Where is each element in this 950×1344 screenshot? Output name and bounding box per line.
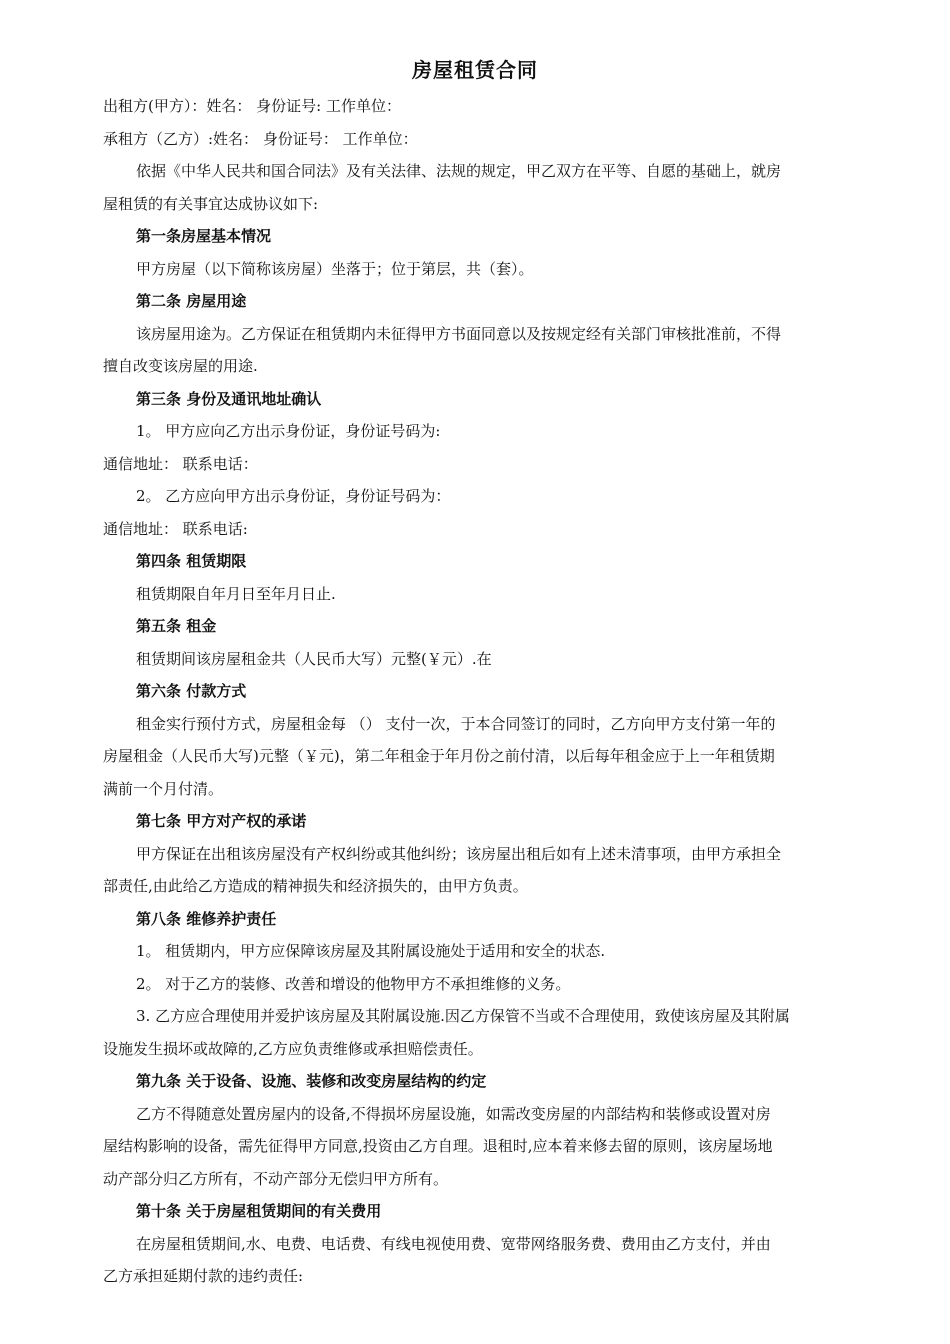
- body-line: 租赁期限自年月日至年月日止.: [136, 584, 336, 603]
- section-heading: 第八条 维修养护责任: [136, 909, 277, 928]
- document-title: 房屋租赁合同: [412, 58, 538, 82]
- body-line: 承租方（乙方）:姓名： 身份证号： 工作单位：: [103, 129, 418, 148]
- body-line: 在房屋租赁期间,水、电费、电话费、有线电视使用费、宽带网络服务费、费用由乙方支付，并由: [136, 1234, 771, 1253]
- body-line: 满前一个月付清。: [103, 779, 224, 798]
- document-body: [103, 90, 859, 1293]
- body-line: 租赁期间该房屋租金共（人民币大写）元整(￥元）.在: [136, 649, 492, 668]
- body-line: 依据《中华人民共和国合同法》及有关法律、法规的规定，甲乙双方在平等、自愿的基础上，就房: [136, 162, 782, 180]
- body-line: 甲方保证在出租该房屋没有产权纠纷或其他纠纷；该房屋出租后如有上述未清事项，由甲方承担全: [136, 844, 782, 863]
- section-heading: 第三条 身份及通讯地址确认: [136, 389, 322, 408]
- body-line: 乙方承担延期付款的违约责任:: [103, 1267, 304, 1285]
- body-line: 部责任,由此给乙方造成的精神损失和经济损失的，由甲方负责。: [103, 877, 528, 895]
- body-line: 房屋租金（人民币大写)元整（￥元)，第二年租金于年月份之前付清，以后每年租金应于上一年租赁期: [103, 747, 775, 765]
- body-line: 设施发生损坏或故障的,乙方应负责维修或承担赔偿责任。: [103, 1039, 483, 1058]
- body-line: 甲方房屋（以下简称该房屋）坐落于；位于第层，共（套）。: [136, 259, 534, 278]
- section-heading: 第四条 租赁期限: [136, 552, 247, 570]
- body-line: 1。 租赁期内，甲方应保障该房屋及其附属设施处于适用和安全的状态.: [136, 942, 606, 960]
- section-heading: 第一条房屋基本情况: [136, 227, 272, 245]
- body-line: 动产部分归乙方所有，不动产部分无偿归甲方所有。: [103, 1169, 449, 1188]
- body-line: 3. 乙方应合理使用并爱护该房屋及其附属设施.因乙方保管不当或不合理使用，致使该房屋及其附属: [136, 1007, 790, 1025]
- section-heading: 第十条 关于房屋租赁期间的有关费用: [136, 1202, 382, 1220]
- body-line: 租金实行预付方式，房屋租金每 （） 支付一次，于本合同签订的同时，乙方向甲方支付第一年的: [136, 714, 776, 733]
- section-heading: 第七条 甲方对产权的承诺: [136, 812, 307, 830]
- section-heading: 第二条 房屋用途: [136, 292, 247, 310]
- body-line: 2。 对于乙方的装修、改善和增设的他物甲方不承担维修的义务。: [136, 974, 571, 993]
- body-line: 通信地址： 联系电话:: [103, 519, 248, 538]
- body-line: 2。 乙方应向甲方出示身份证，身份证号码为：: [136, 487, 451, 505]
- section-heading: 第九条 关于设备、设施、装修和改变房屋结构的约定: [136, 1072, 487, 1090]
- section-heading: 第五条 租金: [136, 617, 217, 635]
- body-line: 屋结构影响的设备，需先征得甲方同意,投资由乙方自理。退租时,应本着来修去留的原则，该房屋场地: [103, 1137, 773, 1155]
- body-line: 1。 甲方应向乙方出示身份证，身份证号码为:: [136, 422, 441, 440]
- body-line: 出租方(甲方）：姓名： 身份证号: 工作单位：: [103, 97, 401, 115]
- body-line: 通信地址： 联系电话：: [103, 454, 258, 473]
- body-line: 乙方不得随意处置房屋内的设备,不得损坏房屋设施，如需改变房屋的内部结构和装修或设置对房: [136, 1104, 771, 1123]
- body-line: 屋租赁的有关事宜达成协议如下:: [103, 194, 319, 213]
- section-heading: 第六条 付款方式: [136, 682, 247, 700]
- body-line: 擅自改变该房屋的用途.: [103, 357, 258, 375]
- body-line: 该房屋用途为。乙方保证在租赁期内未征得甲方书面同意以及按规定经有关部门审核批准前，不得: [136, 324, 782, 343]
